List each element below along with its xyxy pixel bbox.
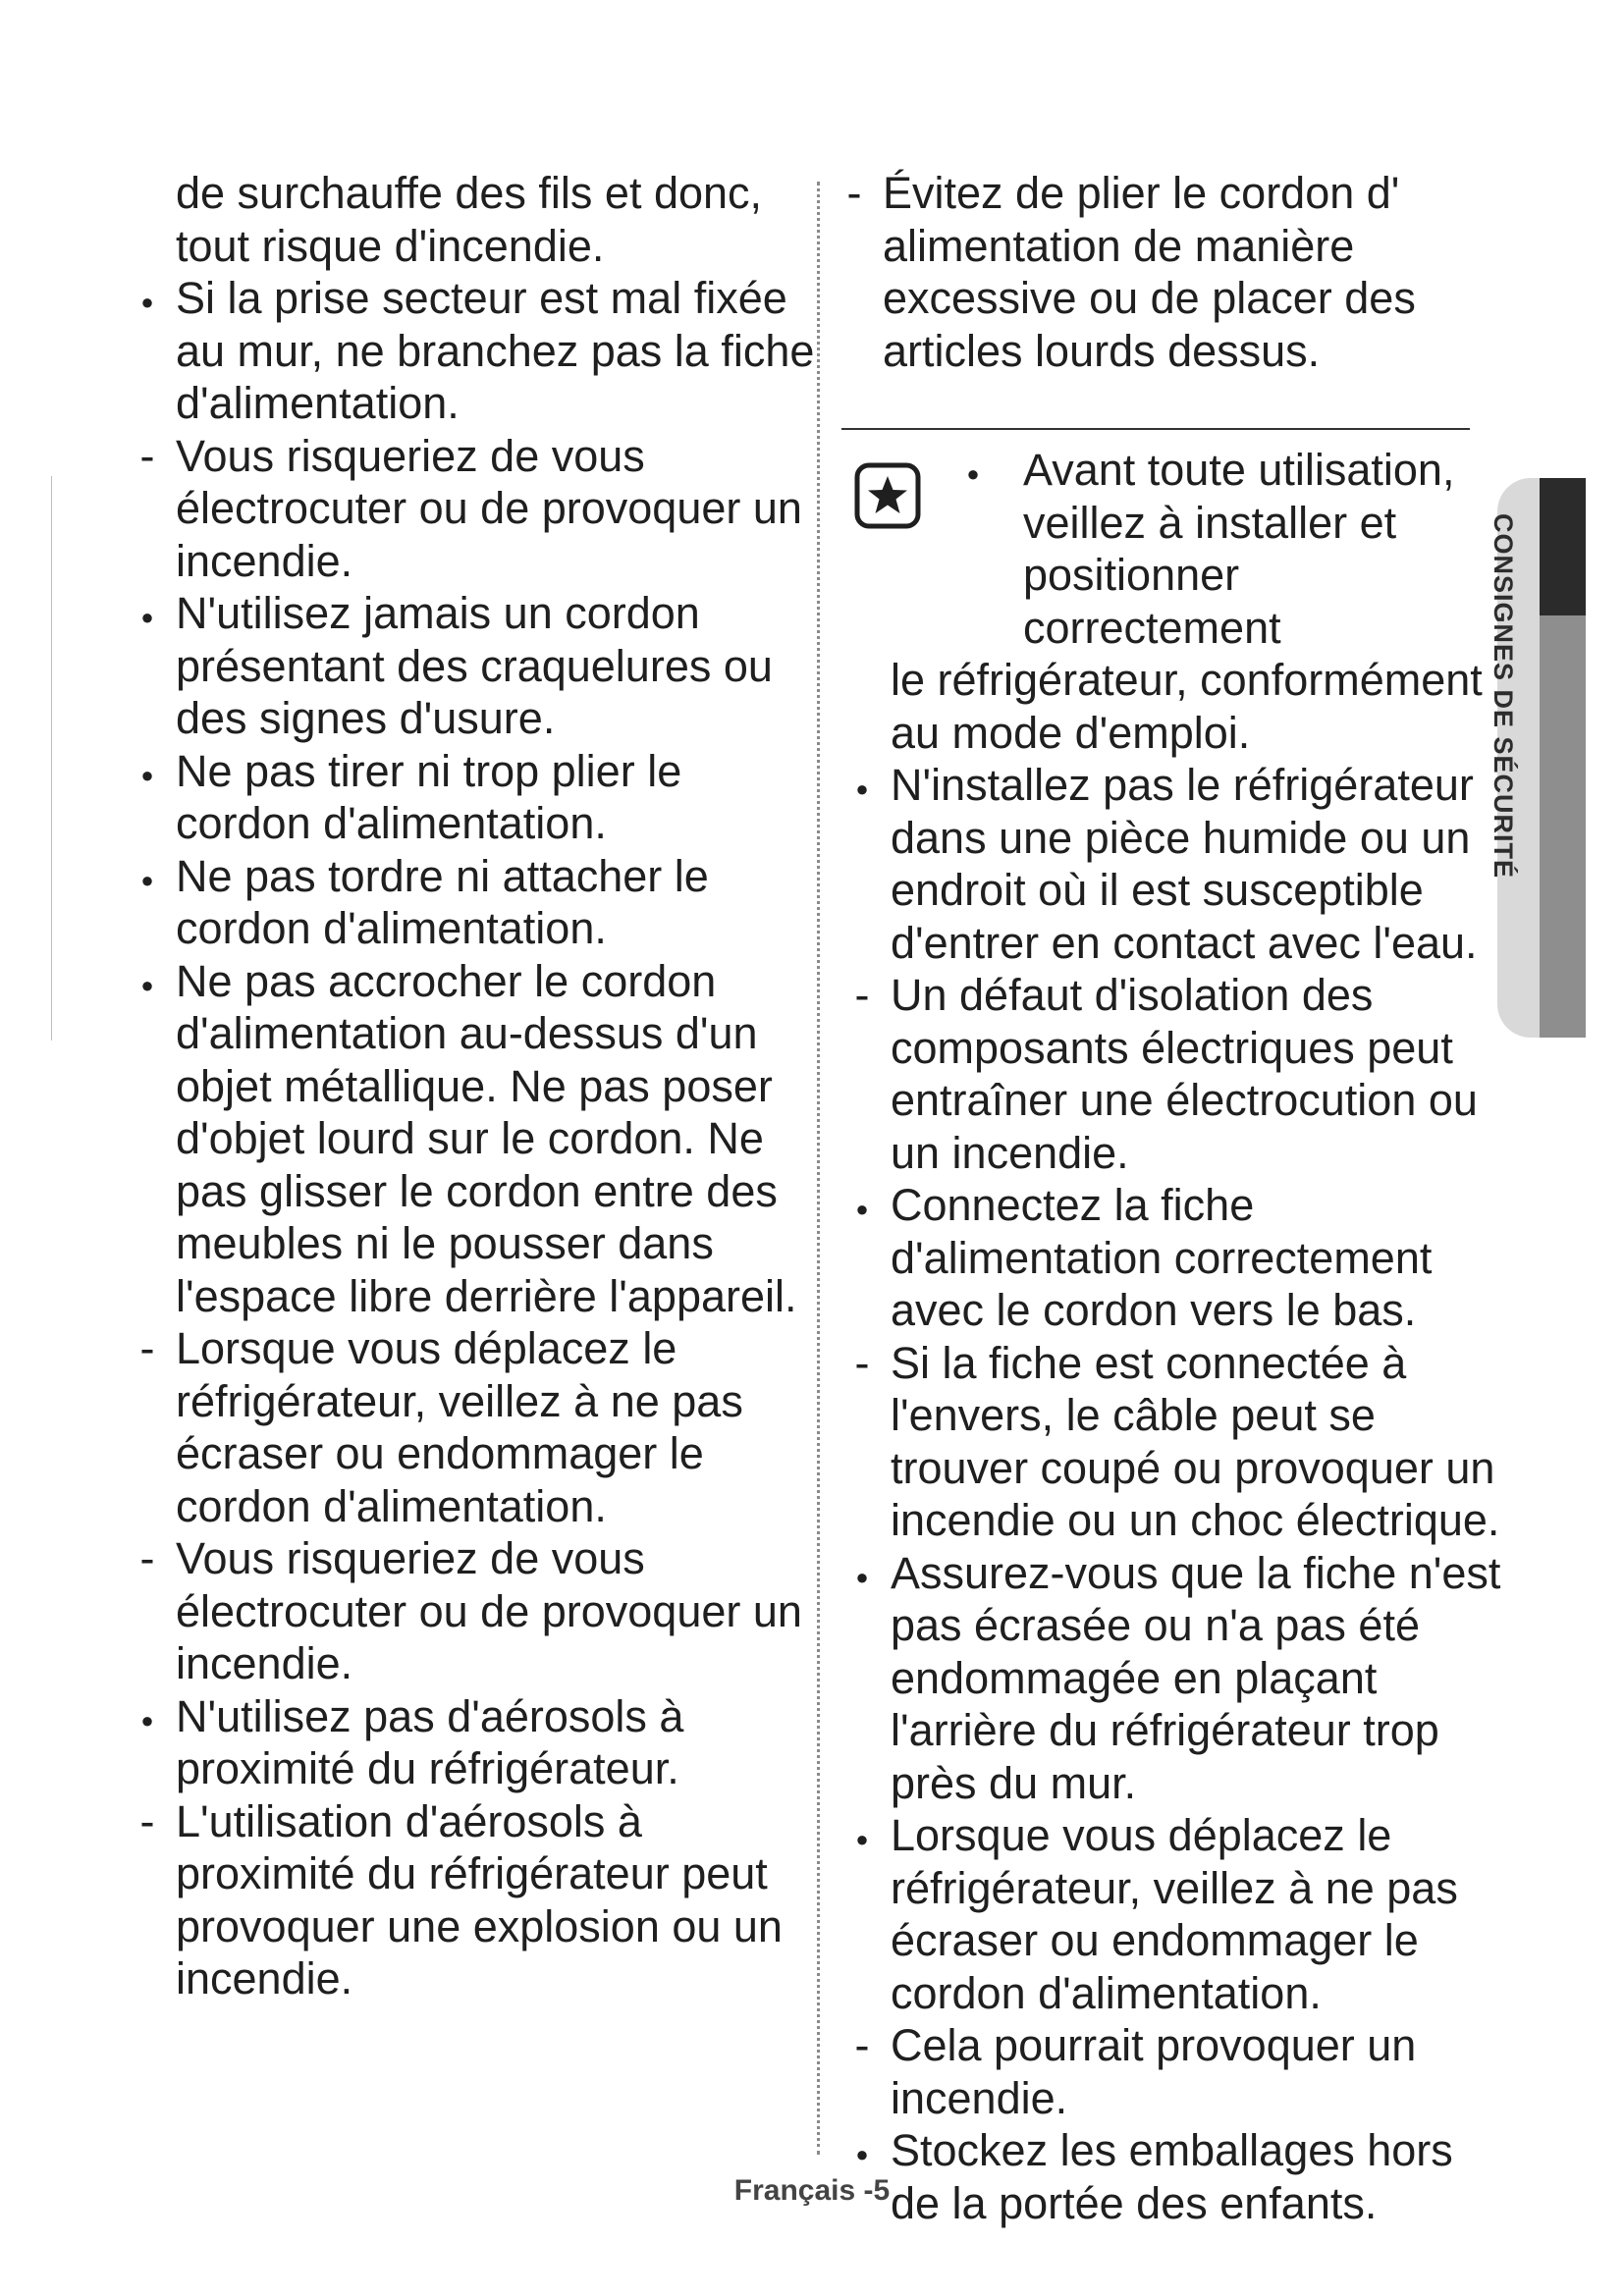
bullet-icon [842,1179,882,1240]
bullet-icon [128,272,167,333]
bullet-icon [842,1809,882,1870]
section-tab-strip [1540,615,1586,1038]
dash-item [842,969,1502,1179]
dash-icon [842,2019,882,2072]
item-text: N'utilisez jamais un cordon présentant des craquelures ou des signes d'usure. [176,588,773,743]
section-tab-label: CONSIGNES DE SÉCURITÉ [1489,513,1518,880]
bullet-icon [128,1690,167,1751]
left-item-list [128,272,815,2005]
item-text: Connectez la fiche d'alimentation correctement avec le cordon vers le bas. [891,1180,1433,1335]
item-text: Lorsque vous déplacez le réfrigérateur, veillez à ne pas écraser ou endommager le cordon d'alimentation. [176,1323,743,1531]
bullet-icon [128,850,167,911]
dash-icon [842,969,882,1022]
item-text: Assurez-vous que la fiche n'est pas écrasée ou n'a pas été endommagée en plaçant l'arrière du réfrigérateur trop près du mur. [891,1547,1501,1808]
bullet-item [842,759,1502,969]
item-text: Ne pas accrocher le cordon d'alimentation au-dessus d'un objet métallique. Ne pas poser d'objet lourd sur le cordon. Ne pas glisser le cordon entre des meubles ni le pousser dans l'espace libre derrière l'appareil. [176,955,797,1321]
item-text: Ne pas tordre ni attacher le cordon d'alimentation. [176,850,709,953]
bullet-icon [953,444,993,505]
bullet-item [128,587,815,745]
bullet-item [128,745,815,850]
note-line: ● Avant toute utilisation, [835,444,1502,497]
note-block [835,444,1502,2229]
dash-icon [835,167,874,220]
continuation-line: tout risque d'incendie. [176,220,605,271]
item-text: L'utilisation d'aérosols à proximité du réfrigérateur peut provoquer une explosion ou un incendie. [176,1795,783,2003]
bullet-icon [842,759,882,820]
bullet-icon [128,745,167,806]
right-top-item-list [835,167,1522,377]
bullet-icon [128,955,167,1016]
item-text: Si la fiche est connectée à l'envers, le câble peut se trouver coupé ou provoquer un incendie ou un choc électrique. [891,1337,1500,1545]
item-text: Évitez de plier le cordon d' alimentation de manière excessive ou de placer des articles lourds dessus. [883,168,1416,376]
dash-item [128,430,815,588]
note-divider [841,428,1470,430]
margin-rule [51,476,52,1041]
item-text: Lorsque vous déplacez le réfrigérateur, veillez à ne pas écraser ou endommager le cordon d'alimentation. [891,1810,1458,2018]
dash-icon [128,430,167,483]
bullet-item [128,1690,815,1795]
dash-icon [842,1337,882,1390]
dash-icon [128,1532,167,1585]
dash-item [128,1322,815,1532]
left-column [128,167,815,2005]
page-number: Français -5 [733,2174,891,2207]
item-text: Stockez les emballages hors de la portée des enfants. [891,2125,1453,2228]
item-text: Vous risqueriez de vous électrocuter ou de provoquer un incendie. [176,430,802,586]
bullet-item [842,1547,1502,1810]
note-line: positionner correctement [1023,550,1281,653]
bullet-item [842,1179,1502,1337]
section-tab-marker [1540,478,1586,615]
dash-item [842,2019,1502,2124]
item-text: Ne pas tirer ni trop plier le cordon d'alimentation. [176,745,682,848]
item-text: Vous risqueriez de vous électrocuter ou de provoquer un incendie. [176,1533,802,1688]
bullet-item [842,1809,1502,2019]
bullet-item [128,955,815,1323]
right-item-list [842,759,1502,2229]
bullet-item [128,272,815,430]
item-text: Cela pourrait provoquer un incendie. [891,2020,1417,2123]
item-text: N'utilisez pas d'aérosols à proximité du réfrigérateur. [176,1690,684,1793]
dash-icon [128,1322,167,1375]
item-text: Un défaut d'isolation des composants électriques peut entraîner une électrocution ou un incendie. [891,970,1478,1178]
note-line: veillez à installer et [1023,497,1397,548]
dash-icon [128,1795,167,1848]
bullet-icon [128,587,167,648]
note-text: le réfrigérateur, conformément au mode d'emploi. [891,655,1483,758]
item-text: Si la prise secteur est mal fixée au mur, ne branchez pas la fiche d'alimentation. [176,273,815,428]
dash-item [128,1532,815,1690]
bullet-item [128,850,815,955]
right-column [835,167,1522,377]
bullet-icon [842,1547,882,1608]
item-text: N'installez pas le réfrigérateur dans une pièce humide ou un endroit où il est susceptible d'entrer en contact avec l'eau. [891,760,1478,968]
column-divider [817,182,820,2155]
dash-item [128,1795,815,2005]
dash-item [842,1337,1502,1547]
continuation-line: de surchauffe des fils et donc, [176,168,763,218]
dash-item [835,167,1522,377]
